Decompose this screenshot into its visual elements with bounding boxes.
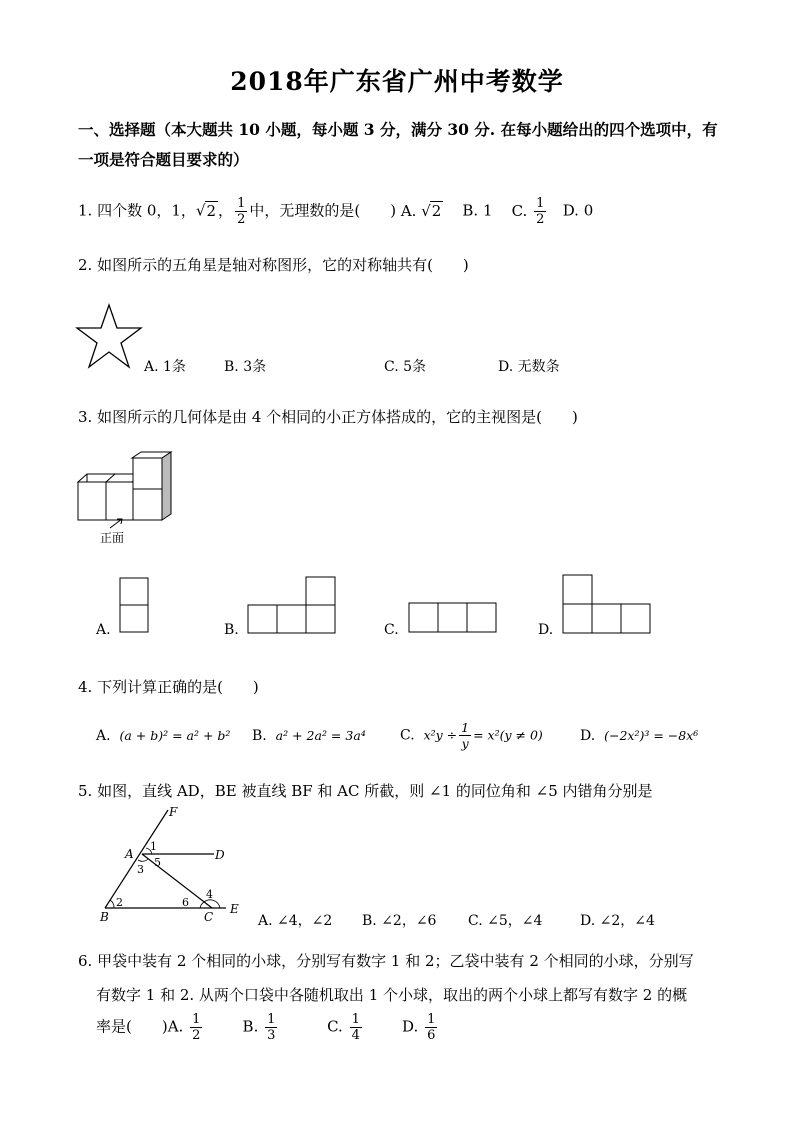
option-label: C. [511, 201, 528, 220]
q5-option-b: B. ∠2，∠6 [362, 913, 437, 929]
frac-numerator: 1 [536, 196, 545, 211]
frac-denominator: 6 [427, 1028, 436, 1043]
label-A: A [125, 847, 134, 861]
q3-option-d-figure [562, 574, 652, 635]
angle-6: 6 [182, 896, 189, 909]
q4-option-d-expr: (−2x²)³ = −8x⁶ [604, 728, 699, 743]
option-label: C. [327, 1017, 343, 1036]
star-figure [75, 303, 143, 369]
question-5-stem: 5. 如图，直线 AD，BE 被直线 BF 和 AC 所截，则 ∠1 的同位角和 ∠5 内错角分别是 [78, 782, 653, 800]
angle-2: 2 [116, 896, 123, 909]
option-label: A. [96, 728, 111, 744]
option-label: A. [167, 1017, 184, 1036]
question-6-line3 [96, 1012, 439, 1043]
q2-option-c: C. 5条 [384, 359, 427, 375]
q4-option-b-expr: a² + 2a² = 3a⁴ [275, 728, 366, 743]
frac-numerator: 1 [427, 1012, 436, 1027]
label-F: F [169, 805, 178, 819]
q6-option-a-fraction [190, 1012, 202, 1043]
label-C: C [204, 910, 214, 924]
angle-4: 4 [206, 888, 213, 901]
q6-option-c-fraction [350, 1012, 362, 1043]
q4-option-c [400, 720, 543, 751]
q1-stem-a: 1. 四个数 0，1， [78, 201, 196, 220]
q3-option-b-figure [247, 576, 337, 635]
q3-option-c: C. [384, 622, 399, 638]
question-1 [78, 196, 593, 227]
q1-stem-b: 中，无理数的是( ) [249, 201, 397, 220]
q1-sqrt2: 2 [206, 201, 217, 220]
q5-option-d: D. ∠2，∠4 [580, 913, 655, 929]
question-3-stem: 3. 如图所示的几何体是由 4 个相同的小正方体搭成的，它的主视图是( ) [78, 408, 578, 426]
label-E: E [230, 902, 239, 916]
question-6-line1: 6. 甲袋中装有 2 个相同的小球，分别写有数字 1 和 2；乙袋中装有 2 个相同的小球，分别写 [78, 952, 694, 970]
q5-option-c: C. ∠5，∠4 [468, 913, 543, 929]
geometry-figure [96, 802, 256, 924]
angle-5: 5 [154, 856, 161, 869]
label-B: B [100, 910, 109, 924]
frac-numerator: 1 [267, 1012, 276, 1027]
q6-option-b-fraction [265, 1012, 277, 1043]
frac-denominator: 2 [536, 212, 545, 227]
label-D: D [215, 848, 225, 862]
q6-option-d-fraction [425, 1012, 437, 1043]
question-6-line2: 有数字 1 和 2. 从两个口袋中各随机取出 1 个小球，取出的两个小球上都写有数字 2 的概 [96, 986, 688, 1004]
q4-option-a-expr: (a + b)² = a² + b² [119, 728, 231, 743]
q2-option-a: A. 1条 [144, 359, 186, 375]
frac-denominator: y [461, 736, 469, 751]
q1-fraction [235, 196, 247, 227]
option-label: C. [400, 727, 415, 744]
q4-option-c-expr-b: = x²(y ≠ 0) [473, 727, 543, 743]
q2-option-b: B. 3条 [224, 359, 267, 375]
q1-option-a: A. √2 [400, 201, 442, 220]
option-label: D. [580, 728, 596, 744]
section-heading-line1: 一、选择题（本大题共 10 小题，每小题 3 分，满分 30 分. 在每小题给出的四个选项中，有 [78, 120, 718, 139]
question-4-stem: 4. 下列计算正确的是( ) [78, 678, 259, 696]
page-title: 2018年广东省广州中考数学 [230, 67, 564, 96]
q3-option-a: A. [96, 622, 111, 638]
frac-numerator: 1 [237, 196, 246, 211]
q1-opt-a-sqrt: 2 [431, 201, 442, 220]
sqrt-sign: √ [195, 201, 206, 220]
front-label: 正面 [100, 531, 125, 545]
angle-1: 1 [150, 840, 157, 853]
section-heading-line2: 一项是符合题目要求的） [78, 150, 249, 169]
q4-option-a [96, 728, 230, 744]
q1-option-b: B. 1 [462, 201, 493, 220]
q1-option-c [511, 196, 549, 227]
frac-numerator: 1 [351, 1012, 360, 1027]
frac-denominator: 3 [267, 1028, 276, 1043]
q4-option-b [252, 728, 366, 744]
frac-denominator: 4 [351, 1028, 360, 1043]
q5-option-a: A. ∠4，∠2 [258, 913, 333, 929]
option-label: B. [242, 1017, 259, 1036]
front-arrow-icon [108, 516, 128, 530]
option-label: A. [400, 201, 417, 220]
option-label: B. [252, 728, 267, 744]
question-2-stem: 2. 如图所示的五角星是轴对称图形，它的对称轴共有( ) [78, 256, 469, 274]
q1-sep: ， [218, 201, 234, 220]
q3-option-d: D. [538, 622, 554, 638]
frac-denominator: 2 [192, 1028, 201, 1043]
q1-opt-c-fraction [534, 196, 546, 227]
frac-denominator: 2 [237, 212, 246, 227]
frac-numerator: 1 [192, 1012, 201, 1027]
q3-option-b: B. [224, 622, 239, 638]
option-label: D. [402, 1017, 419, 1036]
q4-option-c-expr-a: x²y ÷ [423, 727, 458, 743]
q2-option-d: D. 无数条 [498, 359, 560, 375]
frac-numerator: 1 [461, 720, 470, 735]
q3-option-c-figure [408, 601, 498, 635]
q1-option-d: D. 0 [562, 201, 594, 220]
q4-option-c-fraction [459, 720, 471, 751]
q3-option-a-figure [119, 577, 150, 634]
cube-solid-figure [74, 450, 184, 522]
angle-3: 3 [137, 863, 144, 876]
q4-option-d [580, 728, 698, 744]
q6-stem-end: 率是( ) [96, 1017, 168, 1036]
